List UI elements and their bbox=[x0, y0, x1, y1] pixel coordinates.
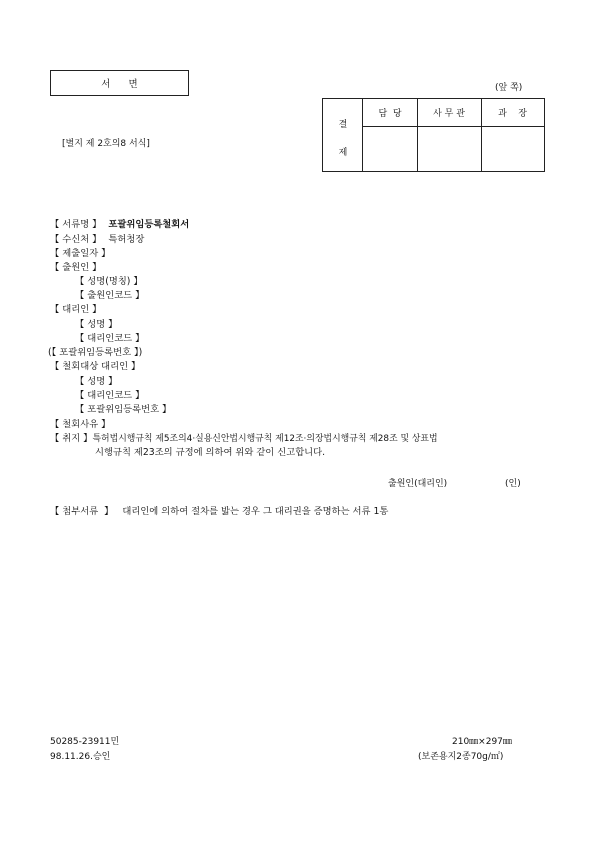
approval-sign-officer[interactable] bbox=[418, 127, 481, 171]
footer-paper-size: 210㎜×297㎜ bbox=[452, 737, 512, 747]
applicant-name-label: 【 성명(명칭) 】 bbox=[75, 276, 143, 287]
attachments-text: 대리인에 의하여 절차를 밟는 경우 그 대리권을 증명하는 서류 1통 bbox=[122, 506, 389, 517]
footer-paper-type: (보존용지2종70g/㎡) bbox=[418, 752, 504, 762]
agent-label: 【 대리인 】 bbox=[50, 304, 102, 315]
form-title: 서 면 bbox=[101, 79, 138, 90]
registration-number-label: (【 포괄위임등록번호 】) bbox=[48, 347, 143, 358]
form-title-box bbox=[50, 70, 189, 96]
purpose-label: 【 취지 】 bbox=[50, 433, 93, 444]
signature-label: 출원인(대리인) bbox=[388, 479, 448, 489]
attachments-row bbox=[50, 505, 388, 519]
doc-name-value: 포괄위임등록철회서 bbox=[108, 219, 190, 230]
recipient-row bbox=[50, 233, 144, 247]
doc-name-row bbox=[50, 218, 189, 232]
approval-table bbox=[322, 98, 545, 172]
purpose-text-line1: 특허법시행규칙 제5조의4·실용신안법시행규칙 제12조·의장법시행규칙 제28조 및 상표법 bbox=[92, 434, 438, 444]
footer-approval-date: 98.11.26.승인 bbox=[50, 752, 111, 762]
approval-label-column bbox=[323, 99, 363, 171]
revoked-agent-label: 【 철회대상 대리인 】 bbox=[50, 361, 141, 372]
page-side-label: (앞 쪽) bbox=[495, 83, 523, 93]
agent-code-label: 【 대리인코드 】 bbox=[75, 333, 145, 344]
revoked-registration-label: 【 포괄위임등록번호 】 bbox=[75, 404, 172, 415]
reason-label: 【 철회사유 】 bbox=[50, 419, 111, 430]
recipient-value: 특허청장 bbox=[108, 234, 145, 245]
approval-header-chief: 과 장 bbox=[481, 99, 544, 127]
form-number: [별지 제 2호의8 서식] bbox=[62, 139, 150, 149]
purpose-row bbox=[50, 432, 438, 446]
approval-sign-chief[interactable] bbox=[482, 127, 544, 171]
purpose-text-line2: 시행규칙 제23조의 규정에 의하여 위와 같이 신고합니다. bbox=[95, 447, 326, 458]
revoked-name-label: 【 성명 】 bbox=[75, 376, 118, 387]
applicant-label: 【 출원인 】 bbox=[50, 262, 102, 273]
footer-code: 50285-23911민 bbox=[50, 737, 120, 747]
approval-sign-manager[interactable] bbox=[363, 127, 417, 171]
approval-label-top: 결 bbox=[338, 120, 348, 130]
revoked-code-label: 【 대리인코드 】 bbox=[75, 390, 145, 401]
attachments-label: 【 첨부서류 】 bbox=[50, 506, 114, 517]
agent-name-label: 【 성명 】 bbox=[75, 319, 118, 330]
submit-date-label: 【 제출일자 】 bbox=[50, 248, 111, 259]
approval-header-manager: 담 당 bbox=[363, 99, 417, 127]
seal-label: (인) bbox=[505, 479, 521, 489]
applicant-code-label: 【 출원인코드 】 bbox=[75, 290, 145, 301]
doc-name-label: 【 서류명 】 bbox=[50, 219, 102, 230]
approval-header-officer: 사 무 관 bbox=[417, 99, 481, 127]
approval-label-bottom: 제 bbox=[338, 148, 348, 158]
recipient-label: 【 수신처 】 bbox=[50, 234, 102, 245]
